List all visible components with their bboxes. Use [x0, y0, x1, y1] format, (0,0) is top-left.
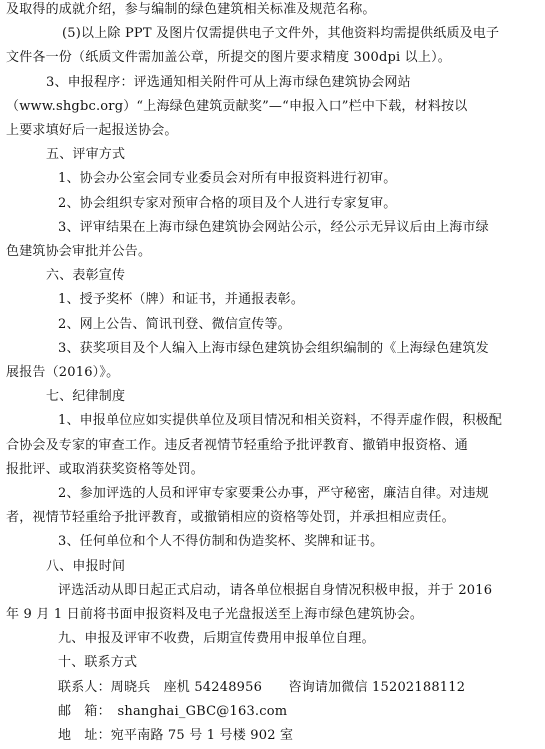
list-item: 3、获奖项目及个人编入上海市绿色建筑协会组织编制的《上海绿色建筑发	[58, 340, 489, 356]
contact-address: 地 址：宛平南路 75 号 1 号楼 902 室	[58, 728, 294, 743]
paragraph-line: 上要求填好后一起报送协会。	[6, 123, 178, 138]
list-item: 2、网上公告、简讯刊登、微信宣传等。	[58, 316, 291, 332]
section-heading: 八、申报时间	[46, 558, 126, 574]
paragraph-line: 合协会及专家的审查工作。违反者视情节轻重给予批评教育、撤销申报资格、通	[6, 437, 469, 453]
list-item: 3、任何单位和个人不得仿制和伪造奖杯、奖牌和证书。	[58, 534, 384, 550]
list-item: 1、申报单位应如实提供单位及项目情况和相关资料，不得弄虚作假，积极配	[58, 413, 503, 429]
paragraph-line: 3、申报程序：评选通知相关附件可从上海市绿色建筑协会网站	[46, 74, 411, 90]
paragraph-line: 年 9 月 1 日前将书面申报资料及电子光盘报送至上海市绿色建筑协会。	[6, 607, 424, 622]
section-heading: 五、评审方式	[46, 147, 126, 163]
section-heading: 十、联系方式	[58, 655, 138, 671]
paragraph-line: （www.shgbc.org）“上海绿色建筑贡献奖”—“申报入口”栏中下载，材料按以	[6, 98, 468, 114]
paragraph-line: 文件各一份（纸质文件需加盖公章，所提交的图片要求精度 300dpi 以上）。	[6, 50, 451, 66]
list-item: 1、协会办公室会同专业委员会对所有申报资料进行初审。	[58, 171, 397, 187]
paragraph-line: 色建筑协会审批并公告。	[6, 244, 152, 259]
section-heading: 七、纪律制度	[46, 389, 126, 405]
paragraph-line: 者，视情节轻重给予批评教育，或撤销相应的资格等处罚，并承担相应责任。	[6, 510, 455, 526]
list-item: 2、参加评选的人员和评审专家要秉公办事，严守秘密，廉洁自律。对违规	[58, 486, 489, 501]
paragraph-line: 及取得的成就介绍，参与编制的绿色建筑相关标准及规范名称。	[6, 2, 376, 17]
section-heading: 九、申报及评审不收费，后期宣传费用申报单位自理。	[58, 631, 375, 647]
paragraph-line: 报批评、或取消获奖资格等处罚。	[6, 461, 205, 477]
paragraph-line: 评选活动从即日起正式启动，请各单位根据自身情况积极申报，并于 2016	[58, 582, 493, 598]
contact-person: 联系人：周晓兵 座机 54248956 咨询请加微信 15202188112	[58, 679, 466, 695]
paragraph-line: 展报告（2016）》。	[6, 365, 120, 380]
list-item: 2、协会组织专家对预审合格的项目及个人进行专家复审。	[58, 195, 397, 211]
paragraph-line: (5)以上除 PPT 及图片仅需提供电子文件外，其他资料均需提供纸质及电子	[62, 26, 500, 42]
contact-email: 邮 箱： shanghai_GBC@163.com	[58, 703, 288, 719]
list-item: 3、评审结果在上海市绿色建筑协会网站公示，经公示无异议后由上海市绿	[58, 219, 489, 235]
section-heading: 六、表彰宣传	[46, 268, 126, 284]
list-item: 1、授予奖杯（牌）和证书，并通报表彰。	[58, 292, 305, 308]
